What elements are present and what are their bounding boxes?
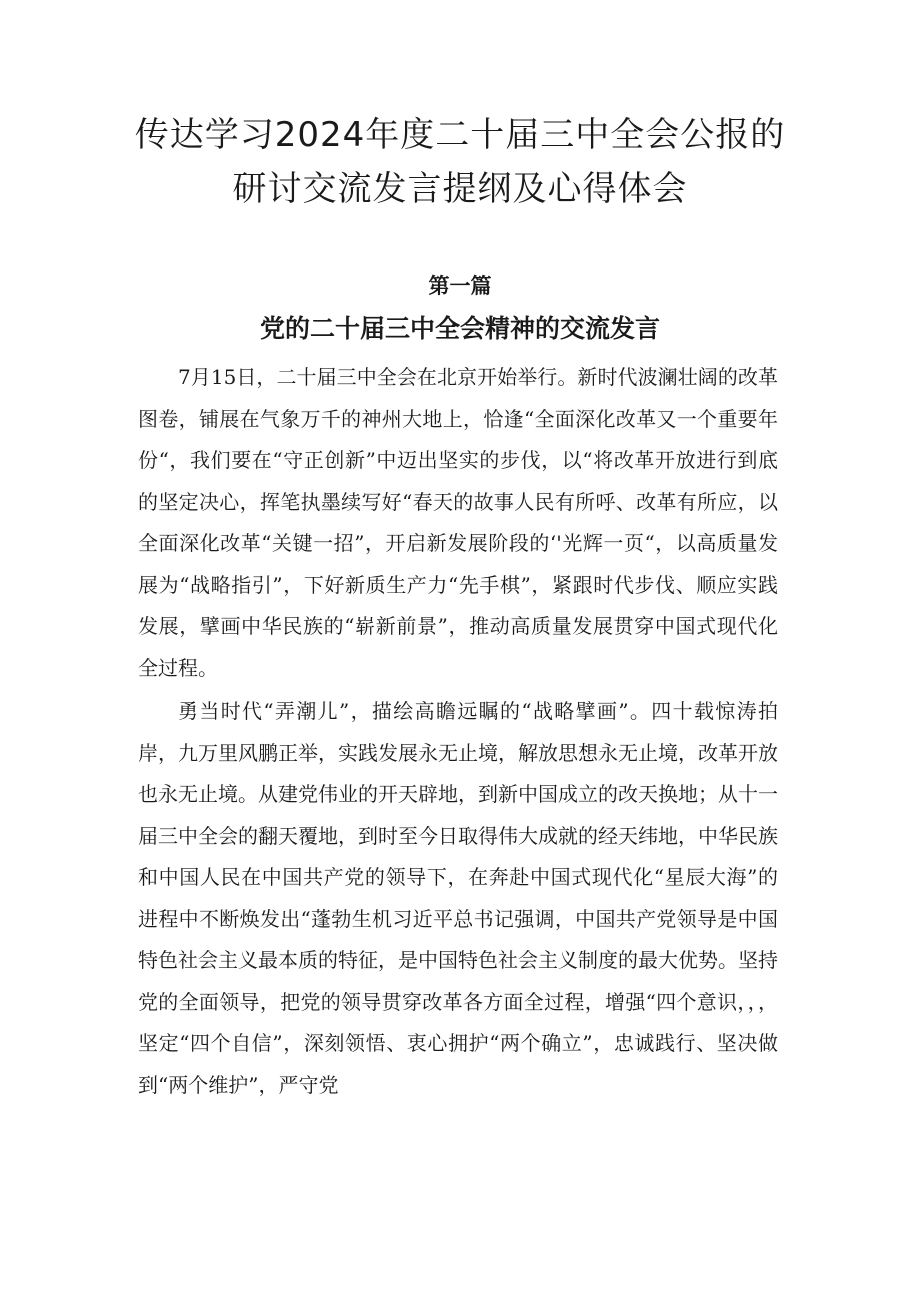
document-title-line-1: 传达学习2024年度二十届三中全会公报的 [134,115,786,155]
document-title [80,108,840,216]
paragraph-1: 7月15日，二十届三中全会在北京开始举行。新时代波澜壮阔的改革图卷，铺展在气象万千的神州大地上，恰逢“全面深化改革又一个重要年份“，我们要在“守正创新”中迈出坚实的步伐，以“将改革开放进行到底的坚定决心，挥笔执墨续写好“春天的故事人民有所呼、改革有所应，以全面深化改革“关键一招”，开启新发展阶段的‘'光辉一页“，以高质量发展为“战略指引”，下好新质生产力“先手棋”，紧跟时代步伐、顺应实践发展，擘画中华民族的“崭新前景”，推动高质量发展贯穿中国式现代化全过程。 [138,365,778,680]
section-title: 党的二十届三中全会精神的交流发言 [259,314,660,343]
paragraph-2: 勇当时代“弄潮儿”，描绘高瞻远瞩的“战略擘画”。四十载惊涛拍岸，九万里风鹏正举，实践发展永无止境，解放思想永无止境，改革开放也永无止境。从建党伟业的开天辟地，到新中国成立的改天换地；从十一届三中全会的翻天覆地，到时至今日取得伟大成就的经天纬地，中华民族和中国人民在中国共产党的领导下，在奔赴中国式现代化“星辰大海”的进程中不断焕发出“蓬勃生机习近平总书记强调，中国共产党领导是中国特色社会主义最本质的特征，是中国特色社会主义制度的最大优势。坚持党的全面领导，把党的领导贯穿改革各方面全过程，增强“四个意识，，，坚定“四个自信”，深刻领悟、衷心拥护“两个确立”，忠诚践行、坚决做到“两个维护”，严守党 [138,699,778,1097]
body-text [138,357,778,1108]
document-title-line-2: 研讨交流发言提纲及心得体会 [232,169,688,209]
section-label: 第一篇 [428,274,492,298]
